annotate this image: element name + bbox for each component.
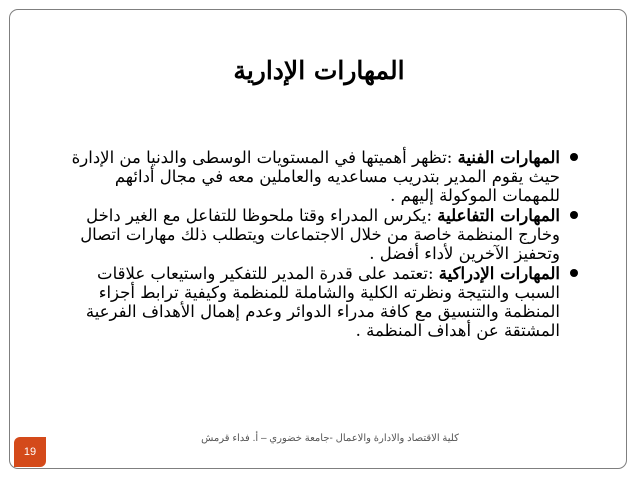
bullet-term: المهارات الفنية (457, 148, 560, 167)
bullet-term: المهارات التفاعلية (437, 206, 560, 225)
bullet-item-interactive-skills (68, 206, 578, 263)
bullet-dot-icon (570, 269, 578, 277)
bullet-dot-icon (570, 211, 578, 219)
bullet-text: :يكرس المدراء وقتا ملحوظا للتفاعل مع الغير داخل وخارج المنظمة خاصة من خلال الاجتماعات ويتطلب ذلك مهارات اتصال وتحفيز الآخرين لأداء أفضل . (80, 206, 560, 263)
page-number-badge: 19 (14, 437, 46, 467)
bullet-dot-icon (570, 153, 578, 161)
bullet-list (68, 148, 578, 341)
bullet-term: المهارات الإدراكية (438, 264, 560, 283)
bullet-item-technical-skills (68, 148, 578, 205)
slide-footer: كلية الاقتصاد والادارة والاعمال -جامعة خضوري – أ. فداء قرمش (201, 433, 459, 444)
bullet-item-conceptual-skills (68, 264, 578, 340)
bullet-text: :تعتمد على قدرة المدير للتفكير واستيعاب علاقات السبب والنتيجة ونظرته الكلية والشاملة للمنظمة وكيفية ترابط أجزاء المنظمة والتنسيق مع كافة مدراء الدوائر وعدم إهمال الأهداف الفرعية المشتقة عن أهداف المنظمة . (85, 264, 560, 340)
bullet-text: :تظهر أهميتها في المستويات الوسطى والدنيا من الإدارة حيث يقوم المدير بتدريب مساعديه والعاملين معه في مجال أدائهم للمهمات الموكولة إليهم . (71, 148, 560, 205)
slide-title: المهارات الإدارية (233, 56, 405, 85)
